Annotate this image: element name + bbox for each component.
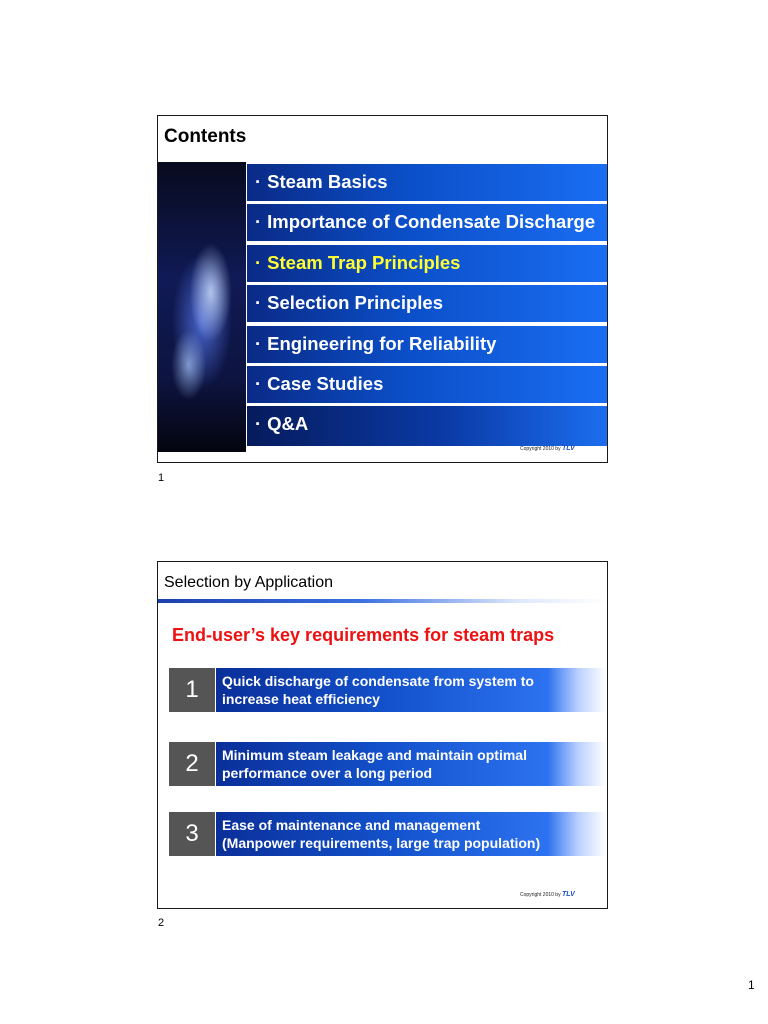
menu-item-qa[interactable] bbox=[247, 406, 608, 446]
menu-item-case-studies[interactable] bbox=[247, 366, 608, 403]
requirement-item bbox=[169, 668, 608, 712]
title-divider bbox=[158, 599, 607, 603]
contents-menu bbox=[247, 164, 608, 450]
copyright-notice bbox=[520, 891, 575, 898]
slide-selection-by-application bbox=[157, 561, 608, 909]
requirement-line: increase heat efficiency bbox=[222, 691, 380, 707]
slide-title: Contents bbox=[164, 126, 247, 147]
tlv-logo: TLV bbox=[561, 891, 575, 898]
copyright-text: Copyright 2010 by bbox=[520, 446, 561, 452]
requirement-line: Minimum steam leakage and maintain optimal bbox=[222, 747, 527, 763]
menu-item-selection-principles[interactable] bbox=[247, 285, 608, 322]
slide-number: 1 bbox=[158, 472, 165, 484]
requirement-number: 1 bbox=[169, 668, 215, 712]
bullet-icon: · bbox=[255, 372, 262, 394]
copyright-notice bbox=[520, 445, 575, 452]
requirement-line: (Manpower requirements, large trap population) bbox=[222, 835, 541, 851]
menu-item-steam-trap-principles[interactable] bbox=[247, 245, 608, 282]
bullet-icon: · bbox=[255, 292, 262, 314]
requirement-text bbox=[216, 742, 606, 786]
requirement-text bbox=[216, 812, 606, 856]
slide-title: Selection by Application bbox=[164, 574, 333, 591]
slide-subtitle: End-user’s key requirements for steam traps bbox=[172, 625, 555, 645]
blue-flame-image bbox=[158, 162, 246, 452]
requirement-number: 2 bbox=[169, 742, 215, 786]
menu-item-steam-basics[interactable] bbox=[247, 164, 608, 201]
requirement-line: Quick discharge of condensate from system to bbox=[222, 673, 534, 689]
menu-item-label: Steam Trap Principles bbox=[267, 251, 461, 273]
menu-item-label: Case Studies bbox=[267, 372, 384, 394]
slide-number: 2 bbox=[158, 917, 165, 929]
copyright-text: Copyright 2010 by bbox=[520, 892, 561, 898]
tlv-logo: TLV bbox=[561, 445, 575, 452]
page-number: 1 bbox=[748, 978, 755, 992]
menu-item-condensate-discharge[interactable] bbox=[247, 204, 608, 241]
requirement-item bbox=[169, 742, 608, 786]
bullet-icon: · bbox=[255, 413, 262, 435]
menu-item-label: Selection Principles bbox=[267, 292, 443, 314]
menu-item-label: Importance of Condensate Discharge bbox=[267, 211, 596, 233]
slide-contents bbox=[157, 115, 608, 463]
requirement-item bbox=[169, 812, 608, 856]
bullet-icon: · bbox=[255, 332, 262, 354]
bullet-icon: · bbox=[255, 211, 262, 233]
menu-item-label: Steam Basics bbox=[267, 171, 388, 192]
bullet-icon: · bbox=[255, 171, 262, 192]
requirement-number: 3 bbox=[169, 812, 215, 856]
requirement-line: performance over a long period bbox=[222, 765, 433, 781]
bullet-icon: · bbox=[255, 251, 262, 273]
requirement-line: Ease of maintenance and management bbox=[222, 817, 481, 833]
requirement-text bbox=[216, 668, 606, 712]
menu-item-label: Engineering for Reliability bbox=[267, 332, 497, 354]
menu-item-engineering-reliability[interactable] bbox=[247, 326, 608, 363]
menu-item-label: Q&A bbox=[267, 413, 309, 435]
